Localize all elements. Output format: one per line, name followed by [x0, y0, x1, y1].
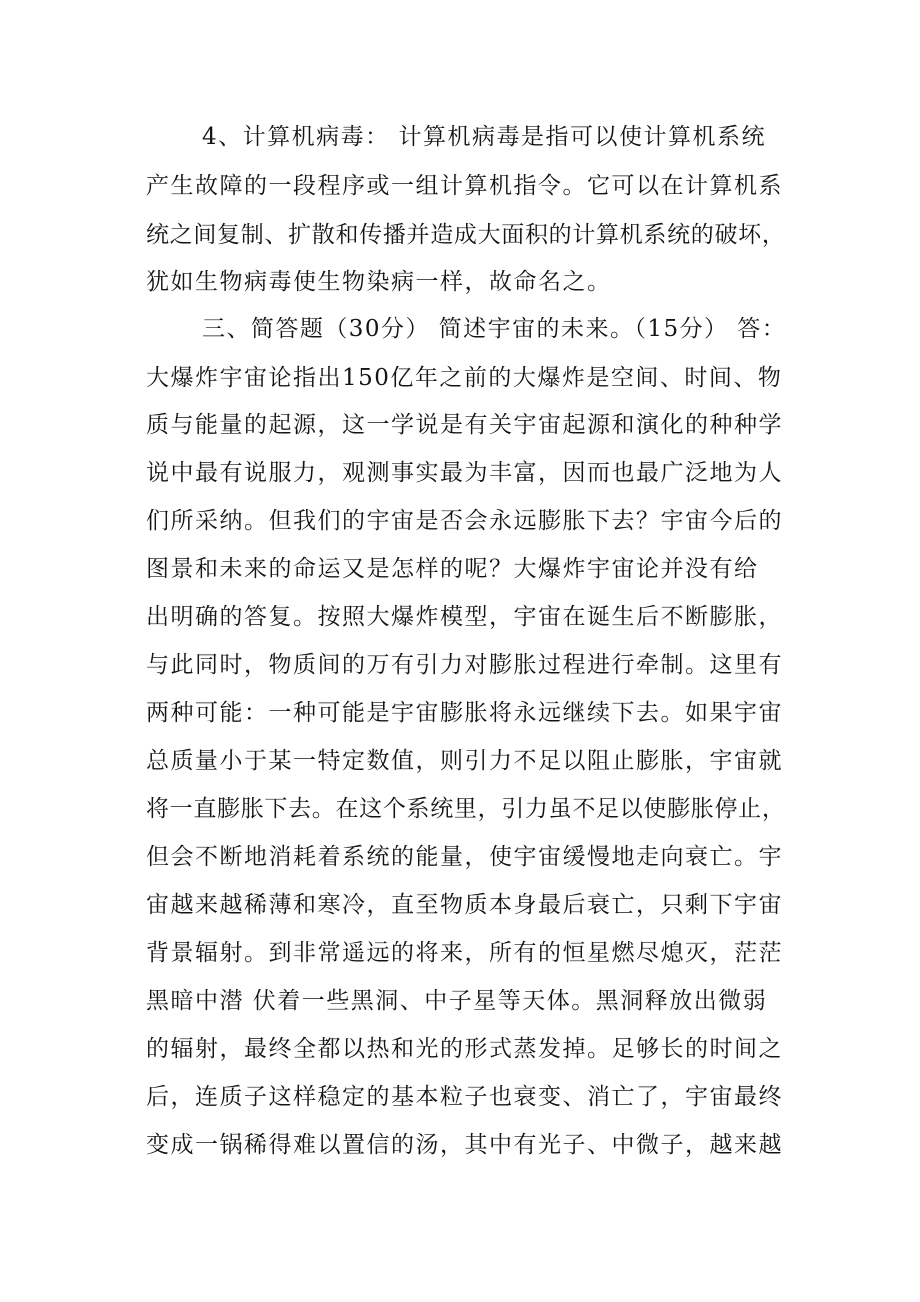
text-line: 与此同时，物质间的万有引力对膨胀过程进行牵制。这里有 [146, 652, 783, 678]
text-line: 变成一锅稀得难以置信的汤，其中有光子、中微子，越来越 [146, 1132, 783, 1158]
text-line: 4、计算机病毒： 计算机病毒是指可以使计算机系统 [202, 124, 766, 150]
text-line: 统之间复制、扩散和传播并造成大面积的计算机系统的破坏， [146, 222, 786, 248]
text-line: 将一直膨胀下去。在这个系统里，引力虽不足以使膨胀停止， [146, 796, 786, 822]
text-line: 的辐射，最终全都以热和光的形式蒸发掉。足够长的时间之 [146, 1036, 783, 1062]
text-line: 两种可能：一种可能是宇宙膨胀将永远继续下去。如果宇宙 [146, 700, 783, 726]
text-line: 后，连质子这样稳定的基本粒子也衰变、消亡了，宇宙最终 [146, 1084, 783, 1110]
text-line: 产生故障的一段程序或一组计算机指令。它可以在计算机系 [146, 173, 783, 199]
text-line: 大爆炸宇宙论指出150亿年之前的大爆炸是空间、时间、物 [146, 365, 783, 391]
text-line: 们所采纳。但我们的宇宙是否会永远膨胀下去？宇宙今后的 [146, 508, 783, 534]
text-line: 背景辐射。到非常遥远的将来，所有的恒星燃尽熄灭，茫茫 [146, 940, 783, 966]
text-line: 总质量小于某一特定数值，则引力不足以阻止膨胀，宇宙就 [146, 748, 783, 774]
text-line: 但会不断地消耗着系统的能量，使宇宙缓慢地走向衰亡。宇 [146, 844, 783, 870]
text-line: 犹如生物病毒使生物染病一样，故命名之。 [146, 269, 612, 295]
section-heading-line: 三、简答题（30分） 简述宇宙的未来。（15分） 答： [202, 316, 787, 342]
text-line: 出明确的答复。按照大爆炸模型，宇宙在诞生后不断膨胀， [146, 604, 783, 630]
text-line: 图景和未来的命运又是怎样的呢？大爆炸宇宙论并没有给 [146, 556, 759, 582]
text-line: 宙越来越稀薄和寒冷，直至物质本身最后衰亡，只剩下宇宙 [146, 892, 783, 918]
text-line: 说中最有说服力，观测事实最为丰富，因而也最广泛地为人 [146, 460, 783, 486]
document-body [146, 0, 786, 1302]
text-line: 黑暗中潜 伏着一些黑洞、中子星等天体。黑洞释放出微弱 [146, 988, 768, 1014]
text-line: 质与能量的起源，这一学说是有关宇宙起源和演化的种种学 [146, 412, 783, 438]
